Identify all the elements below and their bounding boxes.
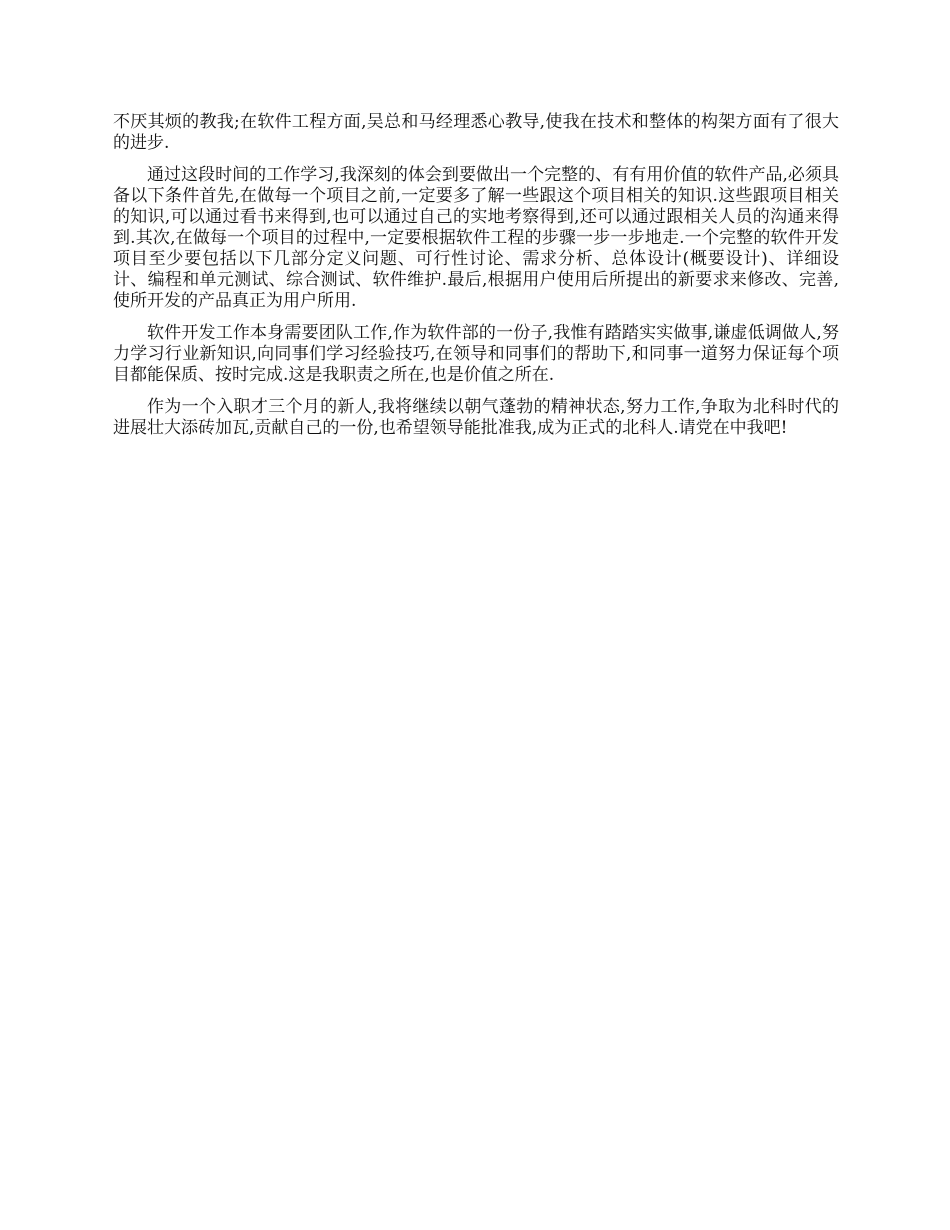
- paragraph-teamwork: 软件开发工作本身需要团队工作,作为软件部的一份子,我惟有踏踏实实做事,谦虚低调做人,努力学习行业新知识,向同事们学习经验技巧,在领导和同事们的帮助下,和同事一道努力保证每个项目都能保质、按时完成.这是我职责之所在,也是价值之所在.: [113, 323, 839, 385]
- document-page: [113, 112, 839, 450]
- paragraph-work-learning: 通过这段时间的工作学习,我深刻的体会到要做出一个完整的、有有用价值的软件产品,必须具备以下条件首先,在做每一个项目之前,一定要多了解一些跟这个项目相关的知识.这些跟项目相关的知识,可以通过看书来得到,也可以通过自己的实地考察得到,还可以通过跟相关人员的沟通来得到.其次,在做每一个项目的过程中,一定要根据软件工程的步骤一步一步地走.一个完整的软件开发项目至少要包括以下几部分定义问题、可行性讨论、需求分析、总体设计(概要设计)、详细设计、编程和单元测试、综合测试、软件维护.最后,根据用户使用后所提出的新要求来修改、完善,使所开发的产品真正为用户所用.: [113, 165, 839, 311]
- paragraph-conclusion: 作为一个入职才三个月的新人,我将继续以朝气蓬勃的精神状态,努力工作,争取为北科时代的进展壮大添砖加瓦,贡献自己的一份,也希望领导能批准我,成为正式的北科人.请党在中我吧!: [113, 397, 839, 438]
- paragraph-continued: 不厌其烦的教我;在软件工程方面,吴总和马经理悉心教导,使我在技术和整体的构架方面有了很大的进步.: [113, 112, 839, 153]
